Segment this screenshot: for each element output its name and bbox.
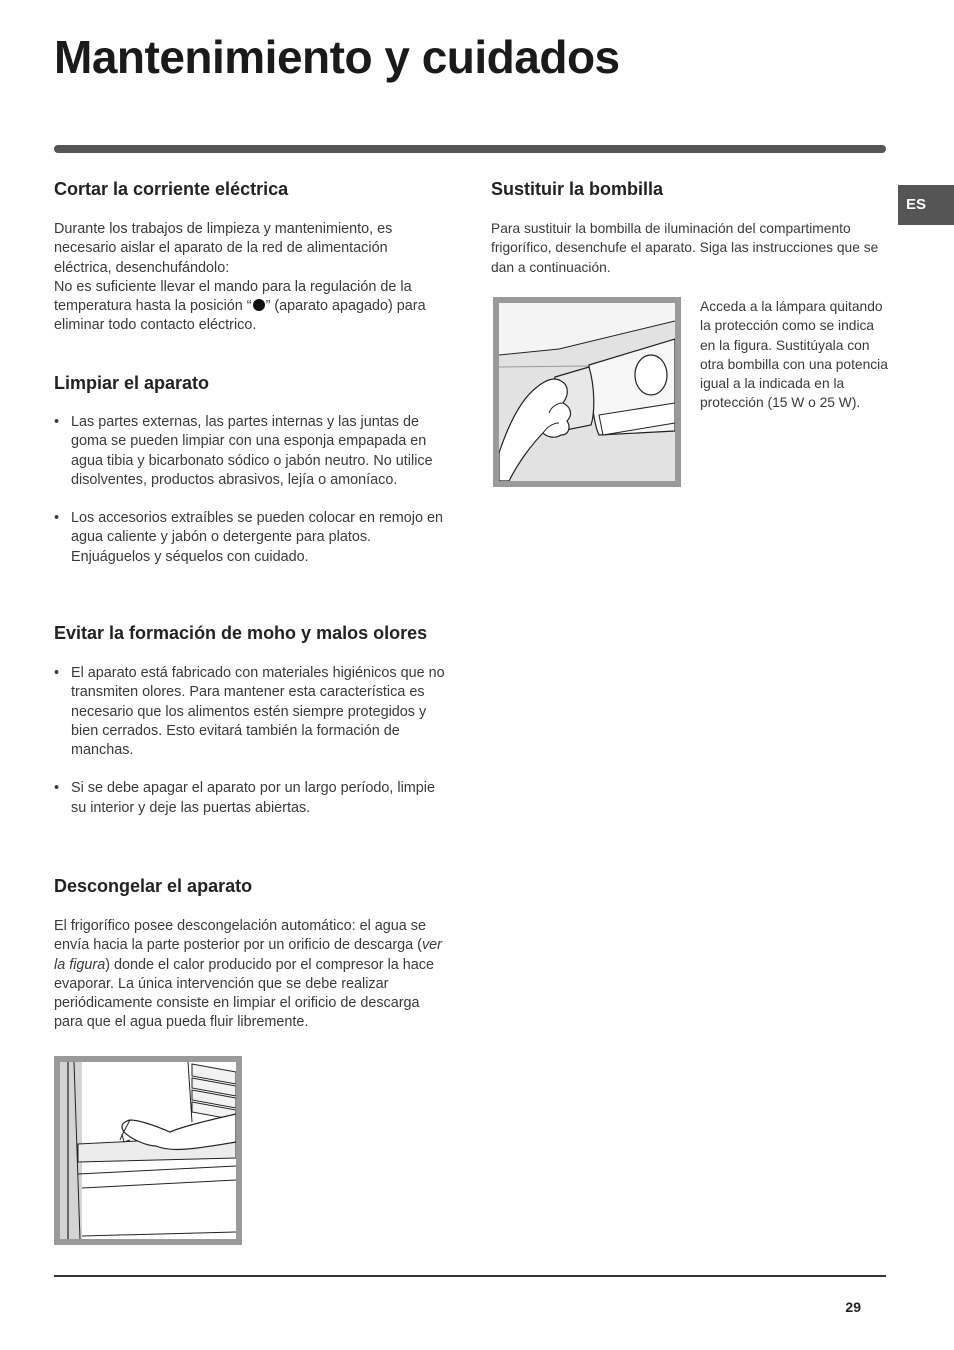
list-item: • El aparato está fabricado con materiales higiénicos que no transmiten olores. Para mantener esta característica es necesario que los alimentos estén siempre protegidos y bien cerrados. Esto evitará también la formación de manchas. (54, 664, 446, 760)
section-sustituir-bombilla (491, 180, 886, 277)
section-heading: Sustituir la bombilla (491, 179, 664, 199)
page-number: 29 (845, 1299, 861, 1315)
language-tab: ES (898, 185, 954, 225)
section-heading: Cortar la corriente eléctrica (54, 179, 289, 199)
defrost-drain-drawing (60, 1062, 236, 1239)
text-run: No es suficiente llevar el mando para la regulación de la temperatura hasta la posición “ (54, 278, 412, 315)
list-item: • Los accesorios extraíbles se pueden colocar en remojo en agua caliente y jabón o detergente para platos. Enjuáguelos y séquelos con cuidado. (54, 509, 446, 567)
list-item: • Las partes externas, las partes internas y las juntas de goma se pueden limpiar con una esponja empapada en agua tibia y bicarbonato sódico o jabón neutro. No utilice disolventes, productos abrasivos, lejía o amoníaco. (54, 413, 446, 490)
paragraph (54, 278, 446, 336)
filled-circle-icon (253, 299, 265, 311)
section-heading: Evitar la formación de moho y malos olores (54, 623, 428, 643)
bulb-replacement-drawing (499, 303, 675, 481)
bulb-replacement-illustration (493, 297, 681, 487)
list-item: • Si se debe apagar el aparato por un largo período, limpie su interior y deje las puertas abiertas. (54, 779, 446, 818)
text-run: ) donde el calor producido por el compresor la hace evaporar. La única intervención que se debe realizar periódicamente consiste en limpiar el orificio de descarga para que el agua pueda fluir libremente. (54, 956, 434, 1031)
bullet-list (54, 664, 446, 818)
section-descongelar (54, 877, 446, 1033)
figure-reference: ver la figura (54, 937, 442, 973)
header-rule (54, 145, 886, 153)
section-heading: Descongelar el aparato (54, 876, 253, 896)
paragraph: Para sustituir la bombilla de iluminación del compartimento frigorífico, desenchufe el aparato. Siga las instrucciones que se dan a continuación. (491, 221, 879, 275)
section-evitar-moho (54, 624, 446, 818)
paragraph: Durante los trabajos de limpieza y mantenimiento, es necesario aislar el aparato de la red de alimentación eléctrica, desenchufándolo: (54, 221, 393, 276)
paragraph (54, 917, 446, 1033)
paragraph: Acceda a la lámpara quitando la protección como se indica en la figura. Sustitúyala con otra bombilla con una potencia igual a la indicada en la protección (15 W o 25 W). (700, 299, 888, 411)
defrost-drain-illustration (54, 1056, 242, 1245)
section-heading: Limpiar el aparato (54, 373, 210, 393)
section-limpiar-aparato (54, 374, 446, 567)
page-title: Mantenimiento y cuidados (54, 31, 620, 83)
bullet-list (54, 413, 446, 567)
text-run: El frigorífico posee descongelación automático: el agua se envía hacia la parte posterior por un orificio de descarga ( (54, 918, 426, 954)
footer-rule (54, 1275, 886, 1277)
section-cortar-corriente (54, 180, 446, 336)
text-run: ” (aparato apagado) para eliminar todo contacto eléctrico. (54, 298, 426, 334)
bulb-caption (700, 297, 890, 413)
